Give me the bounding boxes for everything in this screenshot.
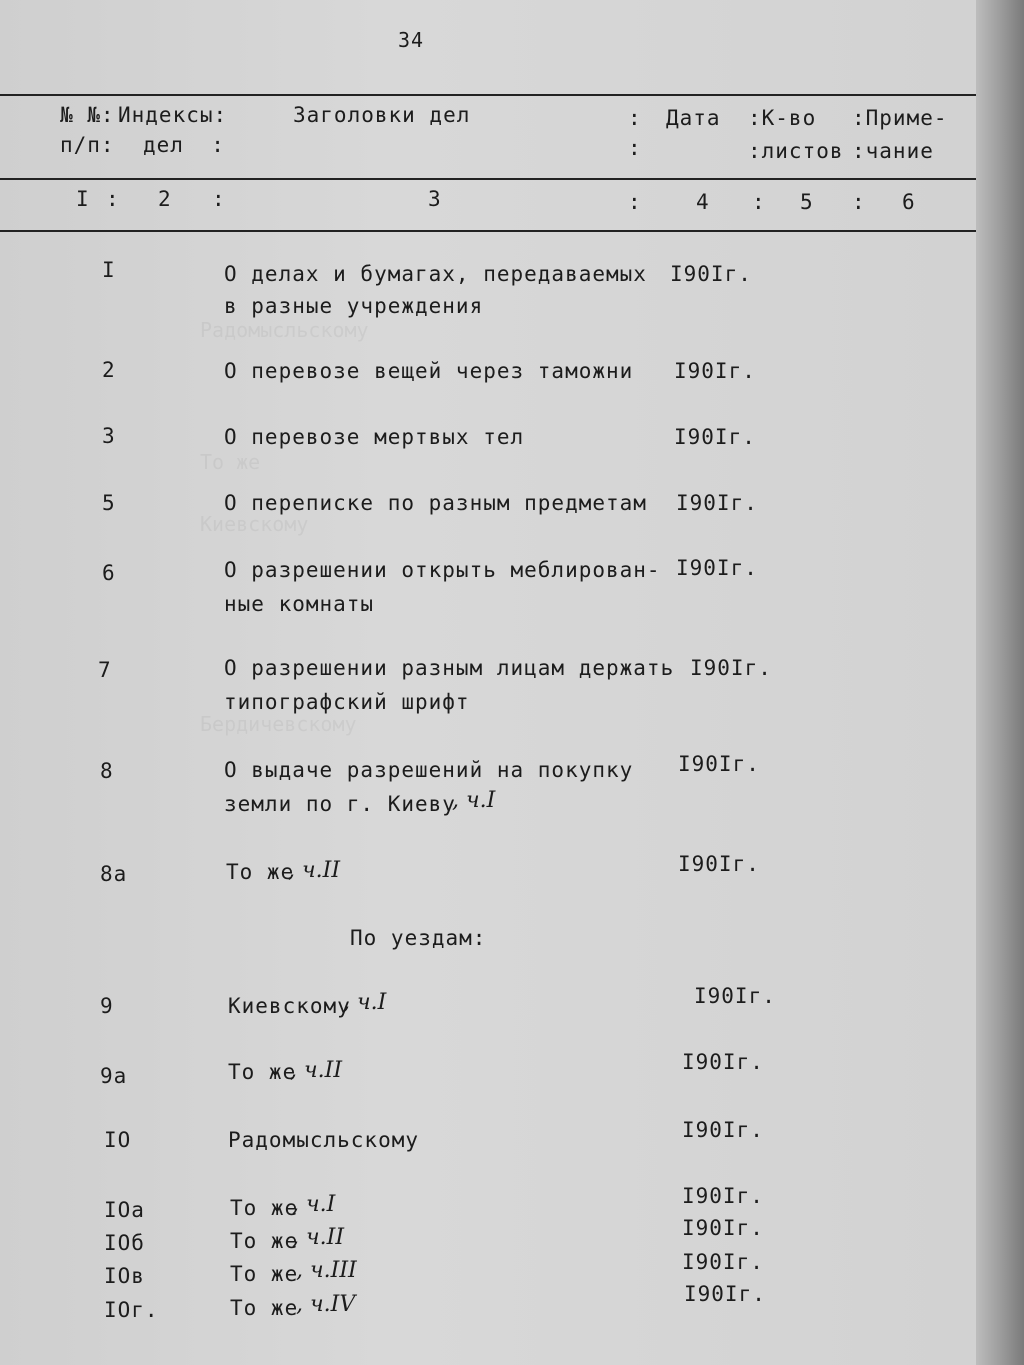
row-7-title-line-2: типографский шрифт	[224, 690, 470, 714]
col-sep-d: :	[752, 190, 766, 214]
row-10b-title-line-1: То же	[230, 1229, 299, 1253]
row-2-date: I90Iг.	[674, 359, 756, 383]
row-1-date: I90Iг.	[670, 262, 752, 286]
row-1-title-line-2: в разные учреждения	[224, 294, 484, 318]
row-2-number: 2	[102, 358, 116, 382]
row-8-date: I90Iг.	[678, 752, 760, 776]
header-num-label-1: № №:	[60, 103, 115, 127]
row-9-number: 9	[100, 994, 114, 1018]
row-8-handwritten-note: , ч.I	[452, 788, 496, 813]
row-7-date: I90Iг.	[690, 656, 772, 680]
row-10v-number: IOв	[104, 1264, 145, 1288]
header-index-label-1: Индексы:	[118, 103, 228, 127]
header-mid-rule	[0, 178, 976, 180]
col-number-4: 4	[696, 190, 710, 214]
row-9-title-line-1: Киевскому	[228, 994, 351, 1018]
header-bottom-rule	[0, 230, 976, 232]
show-through-1: Радомысльскому	[200, 318, 369, 342]
show-through-2: То же	[200, 450, 261, 474]
header-sep-1: :	[628, 106, 642, 130]
row-10v-handwritten-note: , ч.III	[296, 1258, 357, 1283]
header-num-label-2: п/п:	[60, 133, 115, 157]
row-10b-number: IOб	[104, 1231, 145, 1255]
row-10g-date: I90Iг.	[684, 1282, 766, 1306]
row-10-number: IO	[104, 1128, 132, 1152]
row-10b-date: I90Iг.	[682, 1216, 764, 1240]
row-5-date: I90Iг.	[676, 491, 758, 515]
row-10v-title-line-1: То же	[230, 1262, 299, 1286]
row-10b-handwritten-note: , ч.II	[292, 1225, 345, 1250]
row-5-title-line-1: О переписке по разным предметам	[224, 491, 647, 515]
page-edge-shadow	[976, 0, 1024, 1365]
row-3-title-line-1: О перевозе мертвых тел	[224, 425, 525, 449]
row-8a-handwritten-note: , ч.II	[288, 858, 341, 883]
row-2-title-line-1: О перевозе вещей через таможни	[224, 359, 634, 383]
row-9a-handwritten-note: , ч.II	[290, 1058, 343, 1083]
header-top-rule	[0, 94, 976, 96]
col-number-6: 6	[902, 190, 916, 214]
row-10g-handwritten-note: , ч.IV	[296, 1292, 356, 1317]
page-number: 34	[398, 28, 425, 52]
show-through-4: Бердичевскому	[200, 712, 357, 736]
row-8-number: 8	[100, 759, 114, 783]
row-5-number: 5	[102, 491, 116, 515]
col-sep-e: :	[852, 190, 866, 214]
row-1-number: I	[102, 258, 116, 282]
row-8a-title-line-1: То же	[226, 860, 295, 884]
col-sep-b: :	[212, 187, 226, 211]
row-6-title-line-2: ные комнаты	[224, 592, 375, 616]
header-date-label: Дата	[666, 106, 721, 130]
header-title-label: Заголовки дел	[293, 103, 471, 127]
row-6-title-line-1: О разрешении открыть меблирован-	[224, 558, 661, 582]
row-10g-title-line-1: То же	[230, 1296, 299, 1320]
header-sep-2: :	[628, 136, 642, 160]
header-index-label-2: дел :	[143, 133, 225, 157]
row-8a-number: 8а	[100, 862, 128, 886]
col-sep-c: :	[628, 190, 642, 214]
row-9a-number: 9а	[100, 1064, 128, 1088]
row-10a-handwritten-note: , ч.I	[292, 1192, 336, 1217]
show-through-3: Киевскому	[200, 512, 309, 536]
row-10-date: I90Iг.	[682, 1118, 764, 1142]
row-3-date: I90Iг.	[674, 425, 756, 449]
header-count-label-2: :листов	[748, 139, 844, 163]
row-7-title-line-1: О разрешении разным лицам держать	[224, 656, 675, 680]
row-10-title-line-1: Радомысльскому	[228, 1128, 420, 1152]
row-10a-date: I90Iг.	[682, 1184, 764, 1208]
row-9-handwritten-note: , ч.I	[343, 990, 387, 1015]
col-number-5: 5	[800, 190, 814, 214]
row-10v-date: I90Iг.	[682, 1250, 764, 1274]
section-heading: По уездам:	[350, 926, 487, 950]
col-sep-a: :	[106, 187, 120, 211]
header-count-label-1: :К-во	[748, 106, 817, 130]
row-9a-title-line-1: То же	[228, 1060, 297, 1084]
row-9a-date: I90Iг.	[682, 1050, 764, 1074]
row-10a-title-line-1: То же	[230, 1196, 299, 1220]
col-number-3: 3	[428, 187, 442, 211]
row-7-number: 7	[98, 658, 112, 682]
row-10a-number: IOа	[104, 1198, 145, 1222]
row-6-number: 6	[102, 561, 116, 585]
row-10g-number: IOг.	[104, 1298, 159, 1322]
row-3-number: 3	[102, 424, 116, 448]
col-number-1: I	[76, 187, 90, 211]
header-note-label-1: :Приме-	[852, 106, 948, 130]
row-8a-date: I90Iг.	[678, 852, 760, 876]
row-9-date: I90Iг.	[694, 984, 776, 1008]
row-1-title-line-1: О делах и бумагах, передаваемых	[224, 262, 647, 286]
row-6-date: I90Iг.	[676, 556, 758, 580]
row-8-title-line-1: О выдаче разрешений на покупку	[224, 758, 634, 782]
row-8-title-line-2: земли по г. Киеву	[224, 792, 456, 816]
header-note-label-2: :чание	[852, 139, 934, 163]
col-number-2: 2	[158, 187, 172, 211]
